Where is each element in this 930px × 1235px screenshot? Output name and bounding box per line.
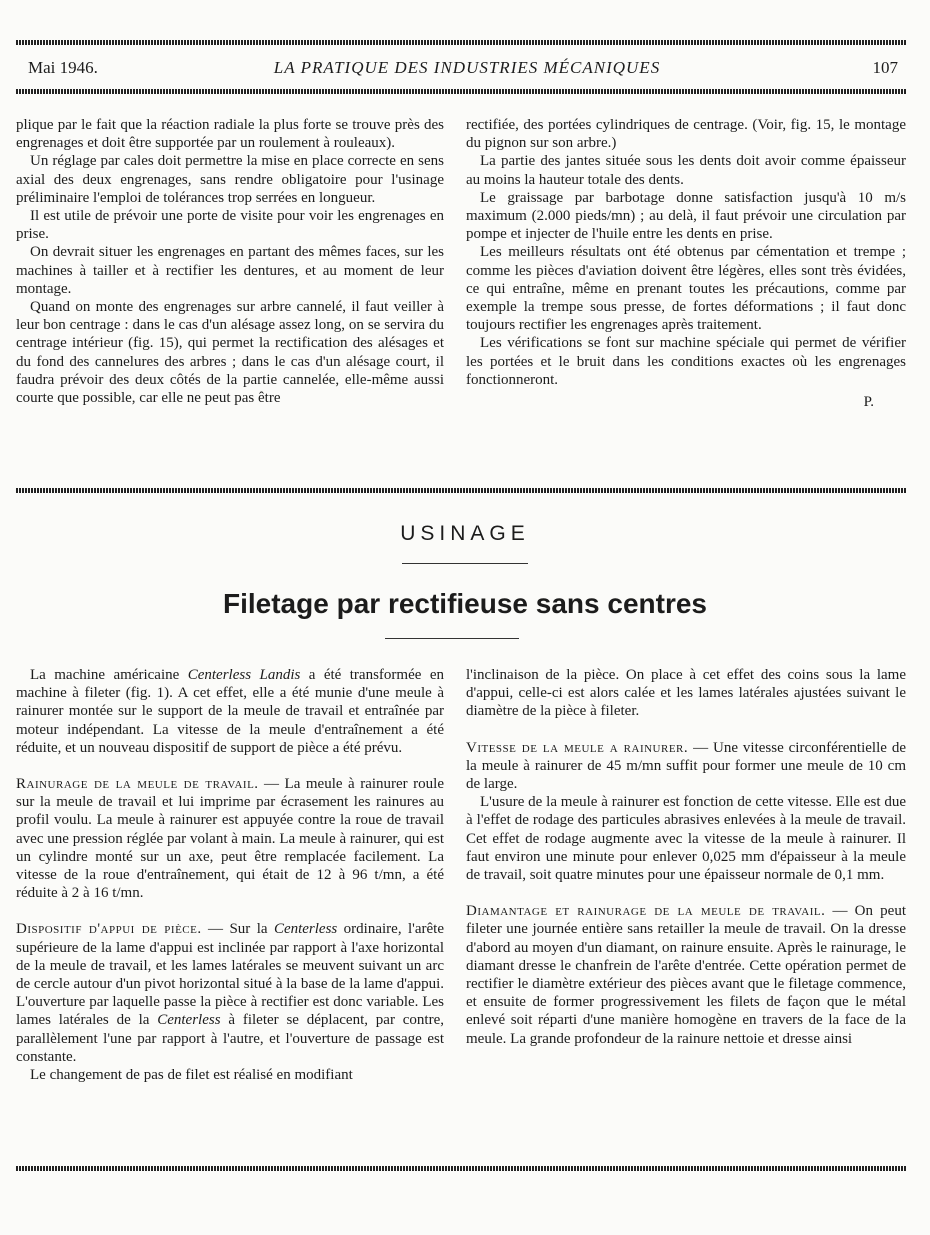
paragraph: Quand on monte des engrenages sur arbre cannelé, il faut veiller à leur bon centrage : dans le cas d'un alésage assez long, on se servira du centrage intérieur (fig. 15), qui permet la rectification des alésages et du fond des cannelures des arbres ; dans le cas d'un alésage court, il faudra prévoir des deux côtés de la partie cannelée, elle-même aussi courte que possible, car elle ne peut pas être xyxy=(16,299,444,407)
top-rule xyxy=(16,40,906,45)
diamantage-paragraph xyxy=(466,902,906,1048)
text-run: — Une vitesse circonférentielle de la meule à rainurer de 45 m/mn suffit pour former une meule de 10 cm de large. xyxy=(466,739,907,793)
text-run: à fileter se déplacent, par contre, parallèlement l'une par rapport à l'autre, et l'ouverture de passage est constante. xyxy=(16,1012,445,1065)
bottom-rule xyxy=(16,1166,906,1171)
paragraph: L'usure de la meule à rainurer est fonction de cette vitesse. Elle est due à l'effet de rodage des particules abrasives enlevées à la meule de travail. Cet effet de rodage augmente avec la vitesse de la meule à rainurer. Il faut environ une minute pour enlever 0,025 mm d'épaisseur à la meule de travail, soit quatre minutes pour une épaisseur normale de 0,1 mm. xyxy=(466,794,906,884)
text-run: a été transformée en machine à fileter (fig. 1). A cet effet, elle a été munie d'une meule à rainurer montée sur le support de la meule de travail et entraînée par moteur indépendant. La vitesse de la meule d'entraînement a été réduite, et un nouveau dispositif de support de pièce a été prévu. xyxy=(16,667,444,756)
paragraph: rectifiée, des portées cylindriques de centrage. (Voir, fig. 15, le montage du pignon sur son arbre.) xyxy=(466,117,906,152)
machine-name: Centerless xyxy=(157,1012,221,1029)
header-rule xyxy=(16,89,906,94)
article-right-column xyxy=(466,666,906,1048)
paragraph: Le changement de pas de filet est réalisé en modifiant xyxy=(30,1067,353,1084)
page-number: 107 xyxy=(872,58,898,77)
section-underline xyxy=(402,563,528,564)
dispositif-paragraph xyxy=(16,920,444,1066)
text-run: — Sur la xyxy=(201,921,274,938)
author-signature: P. xyxy=(863,394,874,411)
paragraph: La partie des jantes située sous les dents doit avoir comme épaisseur au moins la hauteur totale des dents. xyxy=(466,153,906,188)
machine-name: Centerless Landis xyxy=(187,667,301,683)
subheading: Dispositif d'appui de pièce. xyxy=(16,921,202,938)
issue-date: Mai 1946. xyxy=(28,58,98,77)
text-run: — La meule à rainurer roule sur la meule de travail et lui imprime par écrasement les rainures au profil voulu. La meule à rainurer est appuyée contre la roue de travail avec une pression réglée par volant à main. La meule à rainurer, qui est un cylindre monté sur un axe, peut être remplacée facilement. La vitesse de la roue d'entraînement, qui était de 12 à 96 t/mn, a été réduite à 2 à 16 t/mn. xyxy=(16,776,445,902)
paragraph: plique par le fait que la réaction radiale la plus forte se trouve près des engrenages et doit être supportée par un roulement à rouleaux). xyxy=(16,117,444,152)
subheading: Vitesse de la meule a rainurer. xyxy=(466,739,689,756)
text-run: ordinaire, l'arête supérieure de la lame d'appui est inclinée par rapport à l'axe horizontal de la meule de travail, et les lames latérales se meuvent suivant un arc de cercle autour d'un pivot horizontal situé à la base de la lame d'appui. L'ouverture par laquelle passe la pièce à rectifier est donc variable. Les lames latérales de la xyxy=(16,921,444,1029)
section-label: USINAGE xyxy=(400,522,530,545)
title-underline xyxy=(385,638,519,639)
section-rule xyxy=(16,488,906,493)
intro-paragraph xyxy=(16,666,444,757)
article-title: Filetage par rectifieuse sans centres xyxy=(223,588,707,619)
article-left-column xyxy=(16,666,444,1084)
paragraph: Il est utile de prévoir une porte de visite pour voir les engrenages en prise. xyxy=(16,208,444,243)
paragraph: Un réglage par cales doit permettre la mise en place correcte en sens axial des deux engrenages, sans rendre obligatoire pour l'usinage préliminaire l'emploi de tolérances trop serrées en longueur. xyxy=(16,153,444,206)
machine-name: Centerless xyxy=(273,921,338,938)
top-left-column xyxy=(16,116,444,407)
paragraph: Le graissage par barbotage donne satisfaction jusqu'à 10 m/s maximum (2.000 pieds/mn) ; au delà, il faut prévoir une circulation par pompe et injecter de l'huile entre les dents en prise. xyxy=(466,189,906,243)
journal-title: LA PRATIQUE DES INDUSTRIES MÉCANIQUES xyxy=(273,58,661,77)
paragraph: Les vérifications se font sur machine spéciale qui permet de vérifier les portées et le bruit dans les conditions exactes où les engrenages fonctionneront. xyxy=(466,335,906,388)
subheading: Diamantage et rainurage de la meule de travail. xyxy=(466,903,826,920)
paragraph: Les meilleurs résultats ont été obtenus par cémentation et trempe ; comme les pièces d'aviation doivent être légères, elles sont très évidées, ce qui entraîne, même en prenant toutes les précautions, comme par exemple la trempe sous presse, de fortes déformations ; il faut donc toujours rectifier les engrenages après traitement. xyxy=(466,244,906,334)
paragraph: l'inclinaison de la pièce. On place à cet effet des coins sous la lame d'appui, celle-ci est alors calée et les lames latérales ajustées suivant le diamètre de la pièce à fileter. xyxy=(466,667,906,720)
subheading: Rainurage de la meule de travail. xyxy=(16,776,259,793)
top-right-column xyxy=(466,116,906,411)
text-run: — On peut fileter une journée entière sans retailler la meule de travail. On la dresse d'abord au moyen d'un diamant, on rainure ensuite. Après le rainurage, le diamant dresse le chanfrein de l'arête d'entrée. Cette opération permet de rectifier le diamètre extérieur des pièces avant que le filetage commence, et ensuite de former progressivement les filets de façon que le métal enlevé soit réparti d'une manière homogène en travers de la face de la meule. La grande profondeur de la rainure nettoie et dresse ainsi xyxy=(466,903,906,1047)
paragraph: On devrait situer les engrenages en partant des mêmes faces, sur les machines à tailler et à rectifier les dentures, et au moment de leur montage. xyxy=(16,244,444,297)
text-run: La machine américaine xyxy=(30,667,188,683)
vitesse-paragraph xyxy=(466,739,906,794)
rainurage-paragraph xyxy=(16,775,444,902)
running-header xyxy=(28,58,906,82)
